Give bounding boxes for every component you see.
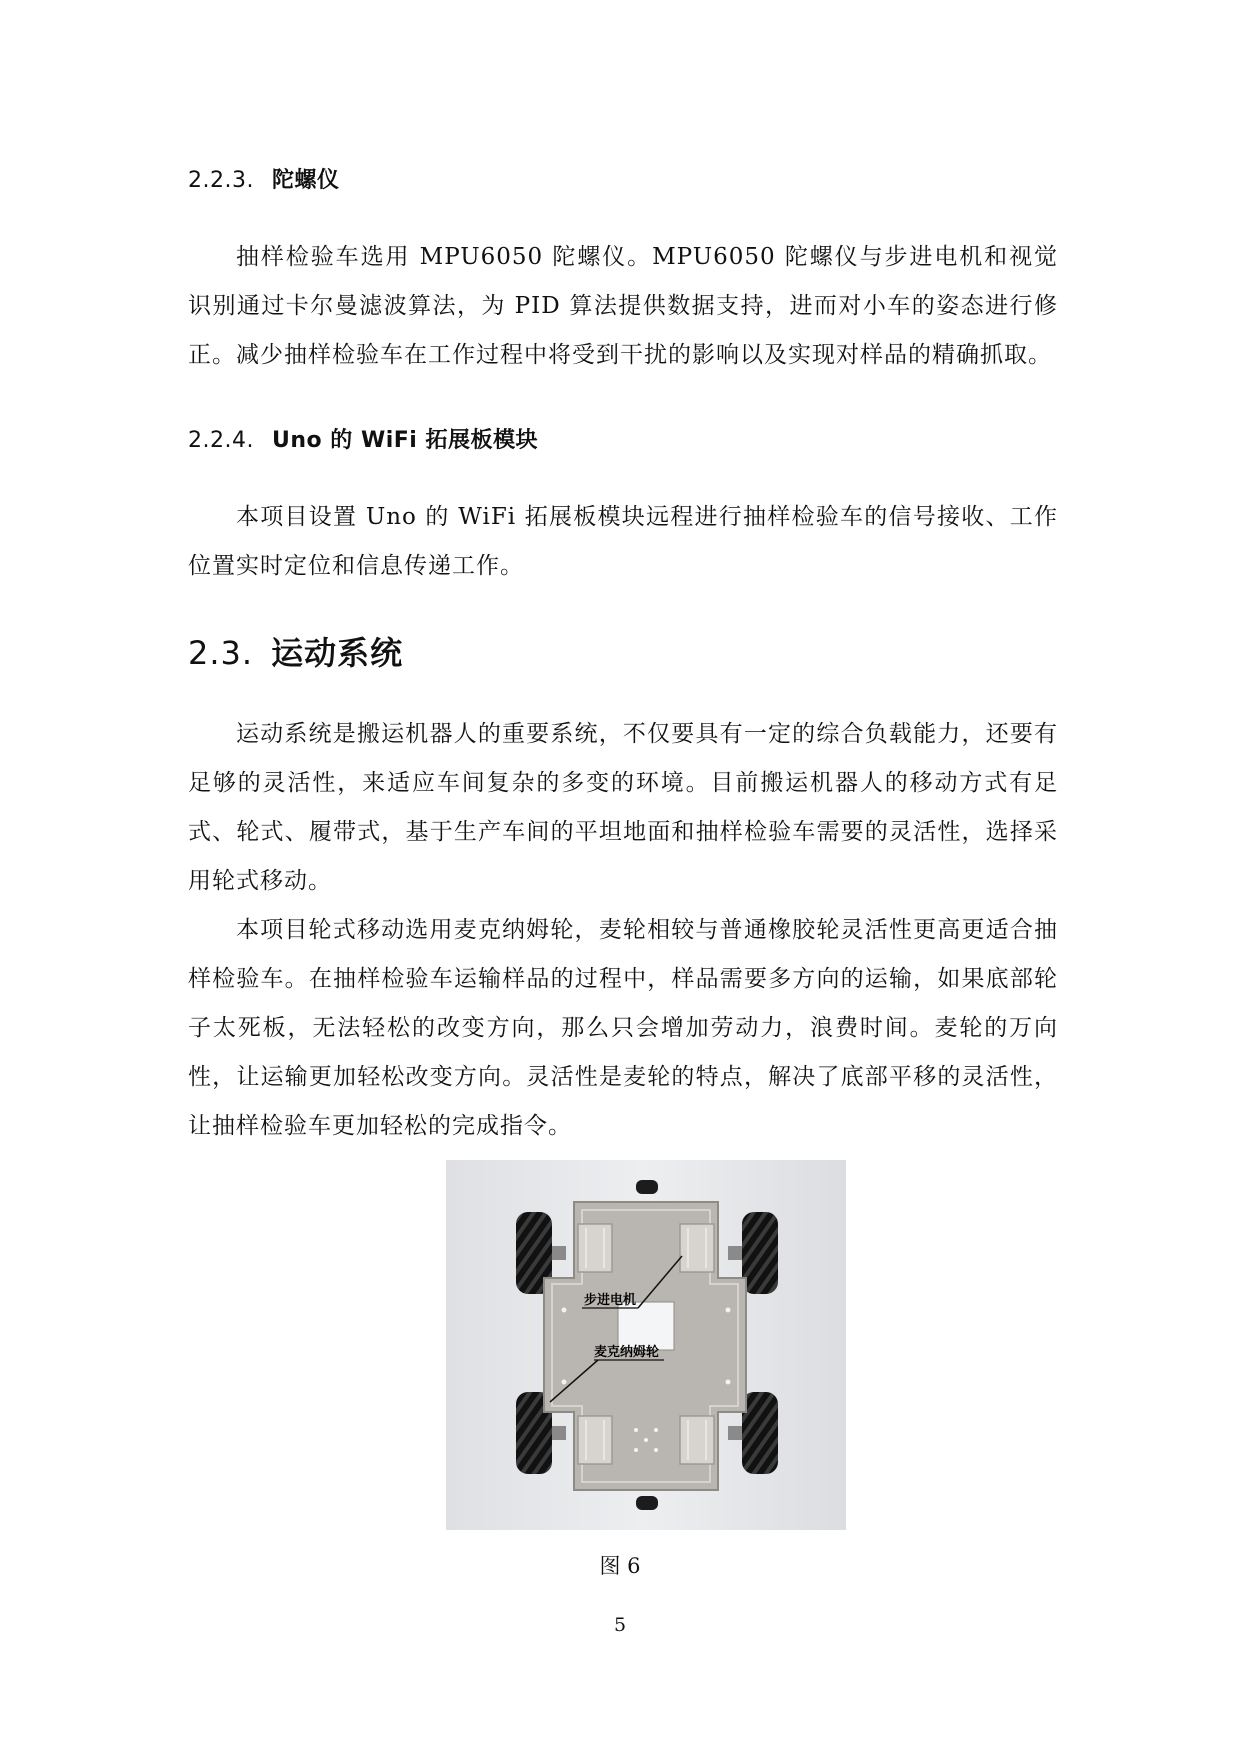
section-title: 陀螺仪 [271, 168, 340, 193]
figure-caption: 图 6 [599, 1554, 641, 1578]
figure-robot-chassis [446, 1160, 846, 1530]
chassis-illustration [446, 1160, 846, 1530]
section-heading-2-2-3 [188, 163, 340, 194]
center-opening [618, 1302, 674, 1350]
label-mecanum-wheel: 麦克纳姆轮 [594, 1345, 660, 1360]
paragraph-gyroscope: 抽样检验车选用 MPU6050 陀螺仪。MPU6050 陀螺仪与步进电机和视觉识别通过卡尔曼滤波算法，为 PID 算法提供数据支持，进而对小车的姿态进行修正。减少抽样检验车在工作过程中将受到干扰的影响以及实现对样品的精确抓取。 [188, 244, 1058, 368]
section-title: 运动系统 [271, 634, 404, 672]
paragraph-mecanum-wheel: 本项目轮式移动选用麦克纳姆轮，麦轮相较与普通橡胶轮灵活性更高更适合抽样检验车。在抽样检验车运输样品的过程中，样品需要多方向的运输，如果底部轮子太死板，无法轻松的改变方向，那么只会增加劳动力，浪费时间。麦轮的万向性，让运输更加轻松改变方向。灵活性是麦轮的特点，解决了底部平移的灵活性，让抽样检验车更加轻松的完成指令。 [188, 917, 1058, 1139]
section-title: Uno 的 WiFi 拓展板模块 [271, 428, 538, 453]
paragraph-wifi-module: 本项目设置 Uno 的 WiFi 拓展板模块远程进行抽样检验车的信号接收、工作位置实时定位和信息传递工作。 [188, 504, 1058, 579]
section-number: 2.2.4. [188, 428, 254, 453]
section-heading-2-3 [188, 628, 403, 674]
page-number: 5 [613, 1614, 627, 1636]
label-stepper-motor: 步进电机 [584, 1293, 637, 1308]
section-heading-2-2-4 [188, 423, 538, 454]
caster [636, 1180, 658, 1194]
section-number: 2.2.3. [188, 168, 254, 193]
caster [636, 1496, 658, 1510]
section-number: 2.3. [188, 634, 254, 672]
paragraph-motion-system: 运动系统是搬运机器人的重要系统，不仅要具有一定的综合负载能力，还要有足够的灵活性，来适应车间复杂的多变的环境。目前搬运机器人的移动方式有足式、轮式、履带式，基于生产车间的平坦地面和抽样检验车需要的灵活性，选择采用轮式移动。 [188, 721, 1058, 894]
